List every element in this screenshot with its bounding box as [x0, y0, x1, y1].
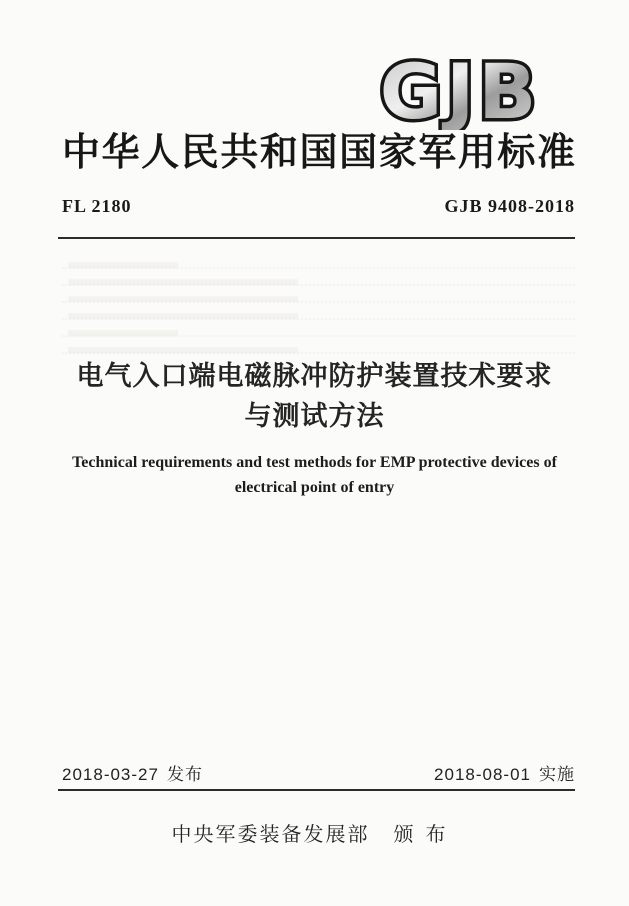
national-standard-heading: 中华人民共和国国家军用标准	[62, 132, 575, 174]
implement-date: 2018-08-01	[434, 765, 531, 784]
gjb-logo-text: GJB	[379, 48, 541, 130]
bleed-through-line	[62, 252, 575, 269]
bleed-through-line	[62, 320, 575, 337]
bleed-through-line	[62, 337, 575, 354]
standard-number: GJB 9408-2018	[444, 196, 575, 216]
title-en-line2: electrical point of entry	[234, 479, 395, 496]
standard-title-cn	[0, 356, 629, 436]
publisher-line	[0, 818, 629, 847]
top-divider	[58, 237, 575, 239]
doc-class-code: FL 2180	[62, 196, 132, 216]
bleed-through-line	[62, 269, 575, 286]
gjb-logo-graphic	[368, 48, 553, 130]
issue-date: 2018-03-27	[62, 765, 159, 784]
bleed-through-line	[62, 286, 575, 303]
title-en-line1: Technical requirements and test methods for EMP protective devices of	[72, 454, 557, 471]
code-row	[62, 196, 575, 217]
bleed-through-artifact	[62, 252, 575, 347]
gjb-logo	[368, 48, 553, 130]
publisher-action: 颁布	[393, 824, 458, 846]
implement-date-group	[434, 760, 575, 785]
date-row	[62, 760, 575, 785]
title-cn-line2: 与测试方法	[244, 401, 385, 431]
implement-label: 实施	[539, 765, 575, 784]
standard-title-en	[40, 450, 589, 500]
issue-label: 发布	[166, 765, 203, 784]
publisher-name: 中央军委装备发展部	[171, 824, 370, 846]
bleed-through-line	[62, 303, 575, 320]
bottom-divider	[58, 789, 575, 791]
issue-date-group	[62, 760, 203, 785]
title-cn-line1: 电气入口端电磁脉冲防护装置技术要求	[76, 361, 553, 391]
